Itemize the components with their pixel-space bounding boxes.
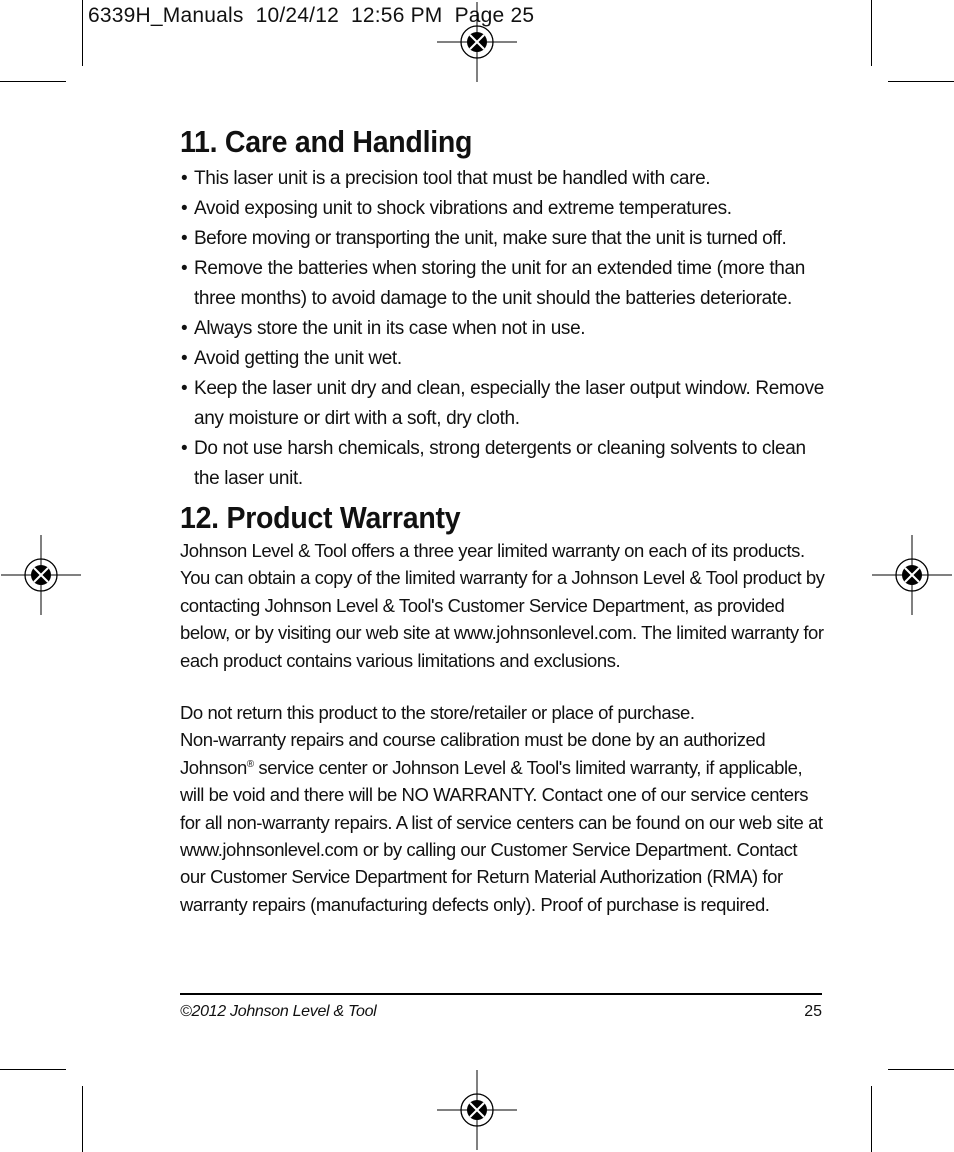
johnson-brand-text: Johnson bbox=[180, 756, 247, 778]
registration-mark-top-icon bbox=[437, 2, 517, 82]
warranty-paragraph-2-rest: service center or Johnson Level & Tool's limited warranty, if applicable, will be void and there will be NO WARRANTY. Contact one of our service centers for all non-warranty repairs. A list of service centers can be found on our web site at www.johnsonlevel.com or by calling our Customer Service Department. Contact our Customer Service Department for Return Material Authorization (RMA) for warranty repairs (manufacturing defects only). Proof of purchase is required. bbox=[180, 756, 823, 915]
product-warranty-heading: 12. Product Warranty bbox=[180, 500, 461, 535]
registration-mark-right-icon bbox=[872, 535, 952, 615]
page-content bbox=[180, 124, 826, 918]
crop-mark-bottom-left-horizontal bbox=[0, 1069, 66, 1070]
list-item: • Do not use harsh chemicals, strong detergents or cleaning solvents to clean the laser unit. bbox=[180, 434, 826, 494]
care-and-handling-list bbox=[180, 164, 826, 494]
list-item: • Avoid getting the unit wet. bbox=[180, 344, 826, 374]
crop-mark-bottom-right-vertical bbox=[871, 1086, 872, 1152]
warranty-paragraph-1: Johnson Level & Tool offers a three year limited warranty on each of its products. You can obtain a copy of the limited warranty for a Johnson Level & Tool product by contacting Johnson Level & Tool's Customer Service Department, as provided below, or by visiting our web site at www.johnsonlevel.com. The limited warranty for each product contains various limitations and exclusions. bbox=[180, 540, 825, 671]
list-item: • Keep the laser unit dry and clean, especially the laser output window. Remove any moisture or dirt with a soft, dry cloth. bbox=[180, 374, 826, 434]
footer-rule bbox=[180, 993, 822, 995]
page-number: 25 bbox=[804, 1003, 822, 1020]
list-item: • Avoid exposing unit to shock vibrations and extreme temperatures. bbox=[180, 194, 826, 224]
registration-mark-left-icon bbox=[1, 535, 81, 615]
crop-mark-top-left-vertical bbox=[82, 0, 83, 66]
registered-trademark-symbol: ® bbox=[246, 758, 254, 770]
footer-copyright: ©2012 Johnson Level & Tool bbox=[180, 1003, 377, 1020]
crop-mark-top-right-horizontal bbox=[888, 81, 954, 82]
list-item: • Remove the batteries when storing the unit for an extended time (more than three months) to avoid damage to the unit should the batteries deteriorate. bbox=[180, 254, 826, 314]
care-and-handling-heading: 11. Care and Handling bbox=[180, 124, 473, 159]
crop-mark-top-left-horizontal bbox=[0, 81, 66, 82]
crop-mark-bottom-right-horizontal bbox=[888, 1069, 954, 1070]
crop-mark-top-right-vertical bbox=[871, 0, 872, 66]
print-slug-line: 6339H_Manuals 10/24/12 12:56 PM Page 25 bbox=[88, 4, 535, 27]
list-item: • Always store the unit in its case when not in use. bbox=[180, 314, 826, 344]
warranty-paragraph-2-line-2: Non-warranty repairs and course calibration must be done by an authorized bbox=[180, 729, 766, 751]
warranty-paragraph-2-line-1: Do not return this product to the store/retailer or place of purchase. bbox=[180, 702, 695, 724]
warranty-paragraph-2 bbox=[180, 699, 826, 918]
list-item: • This laser unit is a precision tool that must be handled with care. bbox=[180, 164, 826, 194]
crop-mark-bottom-left-vertical bbox=[82, 1086, 83, 1152]
registration-mark-bottom-icon bbox=[437, 1070, 517, 1150]
list-item: • Before moving or transporting the unit, make sure that the unit is turned off. bbox=[180, 224, 826, 254]
